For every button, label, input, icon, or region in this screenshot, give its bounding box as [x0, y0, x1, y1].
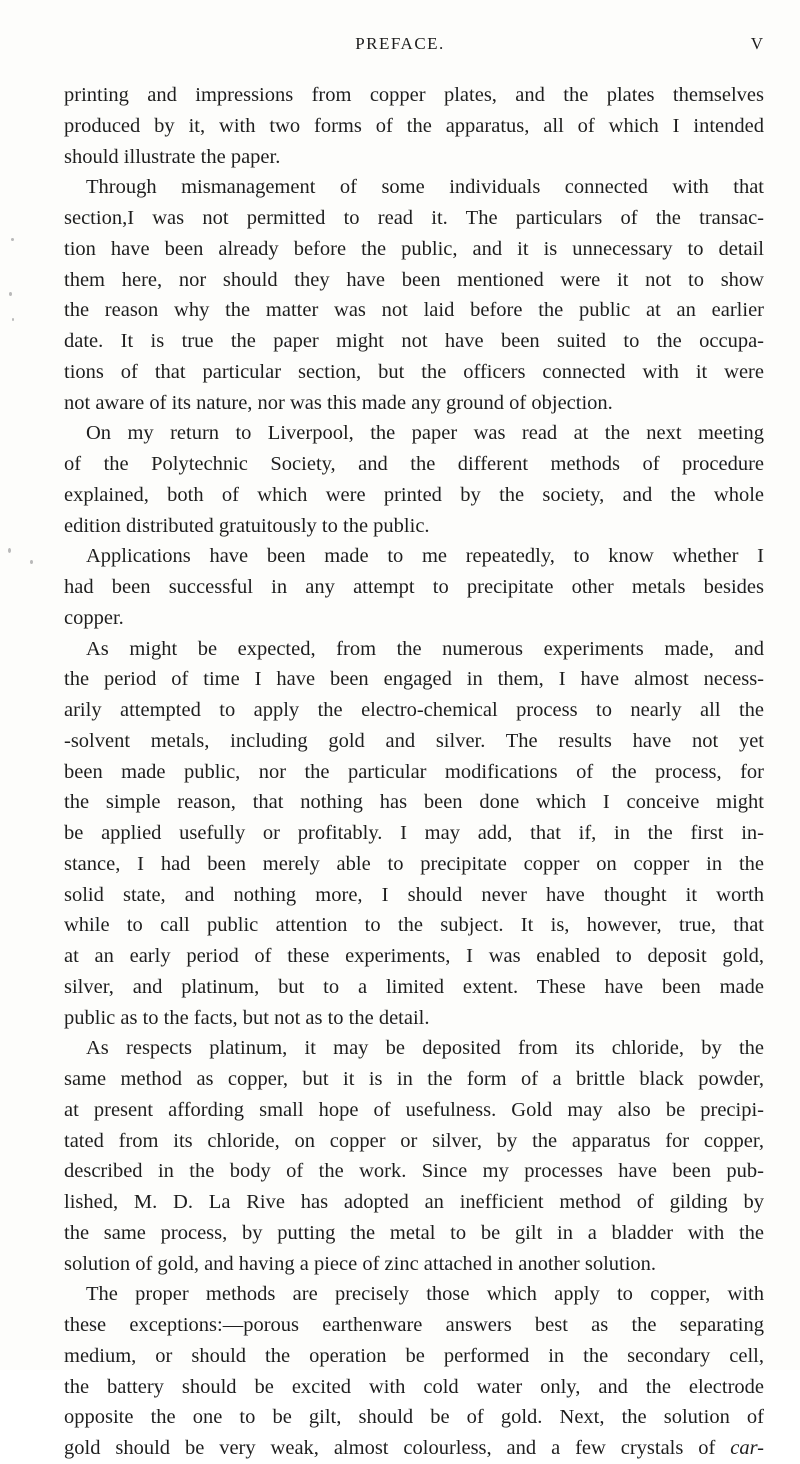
paper-blemish [30, 560, 33, 564]
text-line: the battery should be excited with cold water only, and the electrode [64, 1375, 764, 1398]
paragraph-first-line: Applications have been made to me repeatedly, to know whether I [86, 545, 764, 568]
text-line: stance, I had been merely able to precipitate copper on copper in the [64, 852, 764, 875]
text-line: copper. [64, 606, 124, 629]
running-title: PREFACE. [355, 34, 445, 53]
text-line: them here, nor should they have been mentioned were it not to show [64, 268, 764, 291]
text-line: edition distributed gratuitously to the public. [64, 514, 430, 537]
text-line: tion have been already before the public, and it is unnecessary to detail [64, 237, 764, 260]
paragraph-first-line: On my return to Liverpool, the paper was read at the next meeting [86, 422, 764, 445]
text-line: at present affording small hope of usefulness. Gold may also be precipi- [64, 1098, 764, 1121]
text-line: the reason why the matter was not laid before the public at an earlier [64, 299, 764, 322]
text-line: while to call public attention to the subject. It is, however, true, that [64, 914, 764, 937]
paper-blemish [11, 238, 14, 241]
text-line: date. It is true the paper might not have been suited to the occupa- [64, 330, 764, 352]
text-line: same method as copper, but it is in the form of a brittle black powder, [64, 1068, 764, 1090]
text-line: tions of that particular section, but the officers connected with it were [64, 360, 764, 383]
text-line: arily attempted to apply the electro-chemical process to nearly all the [64, 699, 764, 721]
text-line: the simple reason, that nothing has been done which I conceive might [64, 791, 764, 814]
text-line: of the Polytechnic Society, and the different methods of procedure [64, 453, 764, 475]
text-line: the period of time I have been engaged in them, I have almost necess- [64, 668, 764, 691]
text-line: been made public, nor the particular modifications of the process, for [64, 760, 764, 783]
text-line: described in the body of the work. Since my processes have been pub- [64, 1160, 764, 1183]
paragraph-first-line: The proper methods are precisely those which apply to copper, with [86, 1283, 764, 1306]
text-line: silver, and platinum, but to a limited extent. These have been made [64, 975, 764, 998]
hyphenated-fragment: car- [730, 1437, 764, 1459]
text-line: the same process, by putting the metal to be gilt in a bladder with the [64, 1221, 764, 1244]
text-line: public as to the facts, but not as to the detail. [64, 1006, 430, 1029]
paragraph-first-line: Through mismanagement of some individuals connected with that [86, 176, 764, 199]
paper-blemish [8, 548, 11, 553]
text-line: opposite the one to be gilt, should be of gold. Next, the solution of [64, 1406, 764, 1429]
text-line: be applied usefully or profitably. I may add, that if, in the first in- [64, 822, 764, 844]
text-line: medium, or should the operation be performed in the secondary cell, [64, 1344, 764, 1367]
text-line: not aware of its nature, nor was this made any ground of objection. [64, 391, 613, 414]
text-line: tated from its chloride, on copper or silver, by the apparatus for copper, [64, 1129, 764, 1152]
text-line: -solvent metals, including gold and silver. The results have not yet [64, 729, 764, 752]
text-line: solution of gold, and having a piece of zinc attached in another solution. [64, 1252, 657, 1275]
text-line: solid state, and nothing more, I should never have thought it worth [64, 883, 764, 906]
paragraph-first-line: As respects platinum, it may be deposited from its chloride, by the [86, 1037, 764, 1060]
paper-blemish [12, 318, 14, 321]
text-line: had been successful in any attempt to precipitate other metals besides [64, 576, 764, 598]
text-line: these exceptions:—porous earthenware answers best as the separating [64, 1314, 764, 1336]
text-line: explained, both of which were printed by the society, and the whole [64, 483, 764, 506]
text-line: at an early period of these experiments, I was enabled to deposit gold, [64, 945, 764, 967]
paragraph-first-line: As might be expected, from the numerous experiments made, and [86, 637, 764, 660]
text-line: produced by it, with two forms of the apparatus, all of which I intended [64, 114, 764, 137]
body-text [64, 80, 764, 1464]
paper-blemish [9, 292, 12, 296]
text-line: section,I was not permitted to read it. The particulars of the transac- [64, 207, 764, 229]
text-line: should illustrate the paper. [64, 145, 281, 168]
text-line: printing and impressions from copper plates, and the plates themselves [64, 84, 764, 106]
running-head [0, 30, 800, 60]
text-line: lished, M. D. La Rive has adopted an inefficient method of gilding by [64, 1191, 764, 1213]
text-line [64, 1433, 764, 1464]
text-line-content: gold should be very weak, almost colourless, and a few crystals of [64, 1437, 716, 1459]
page-number: V [750, 34, 764, 53]
